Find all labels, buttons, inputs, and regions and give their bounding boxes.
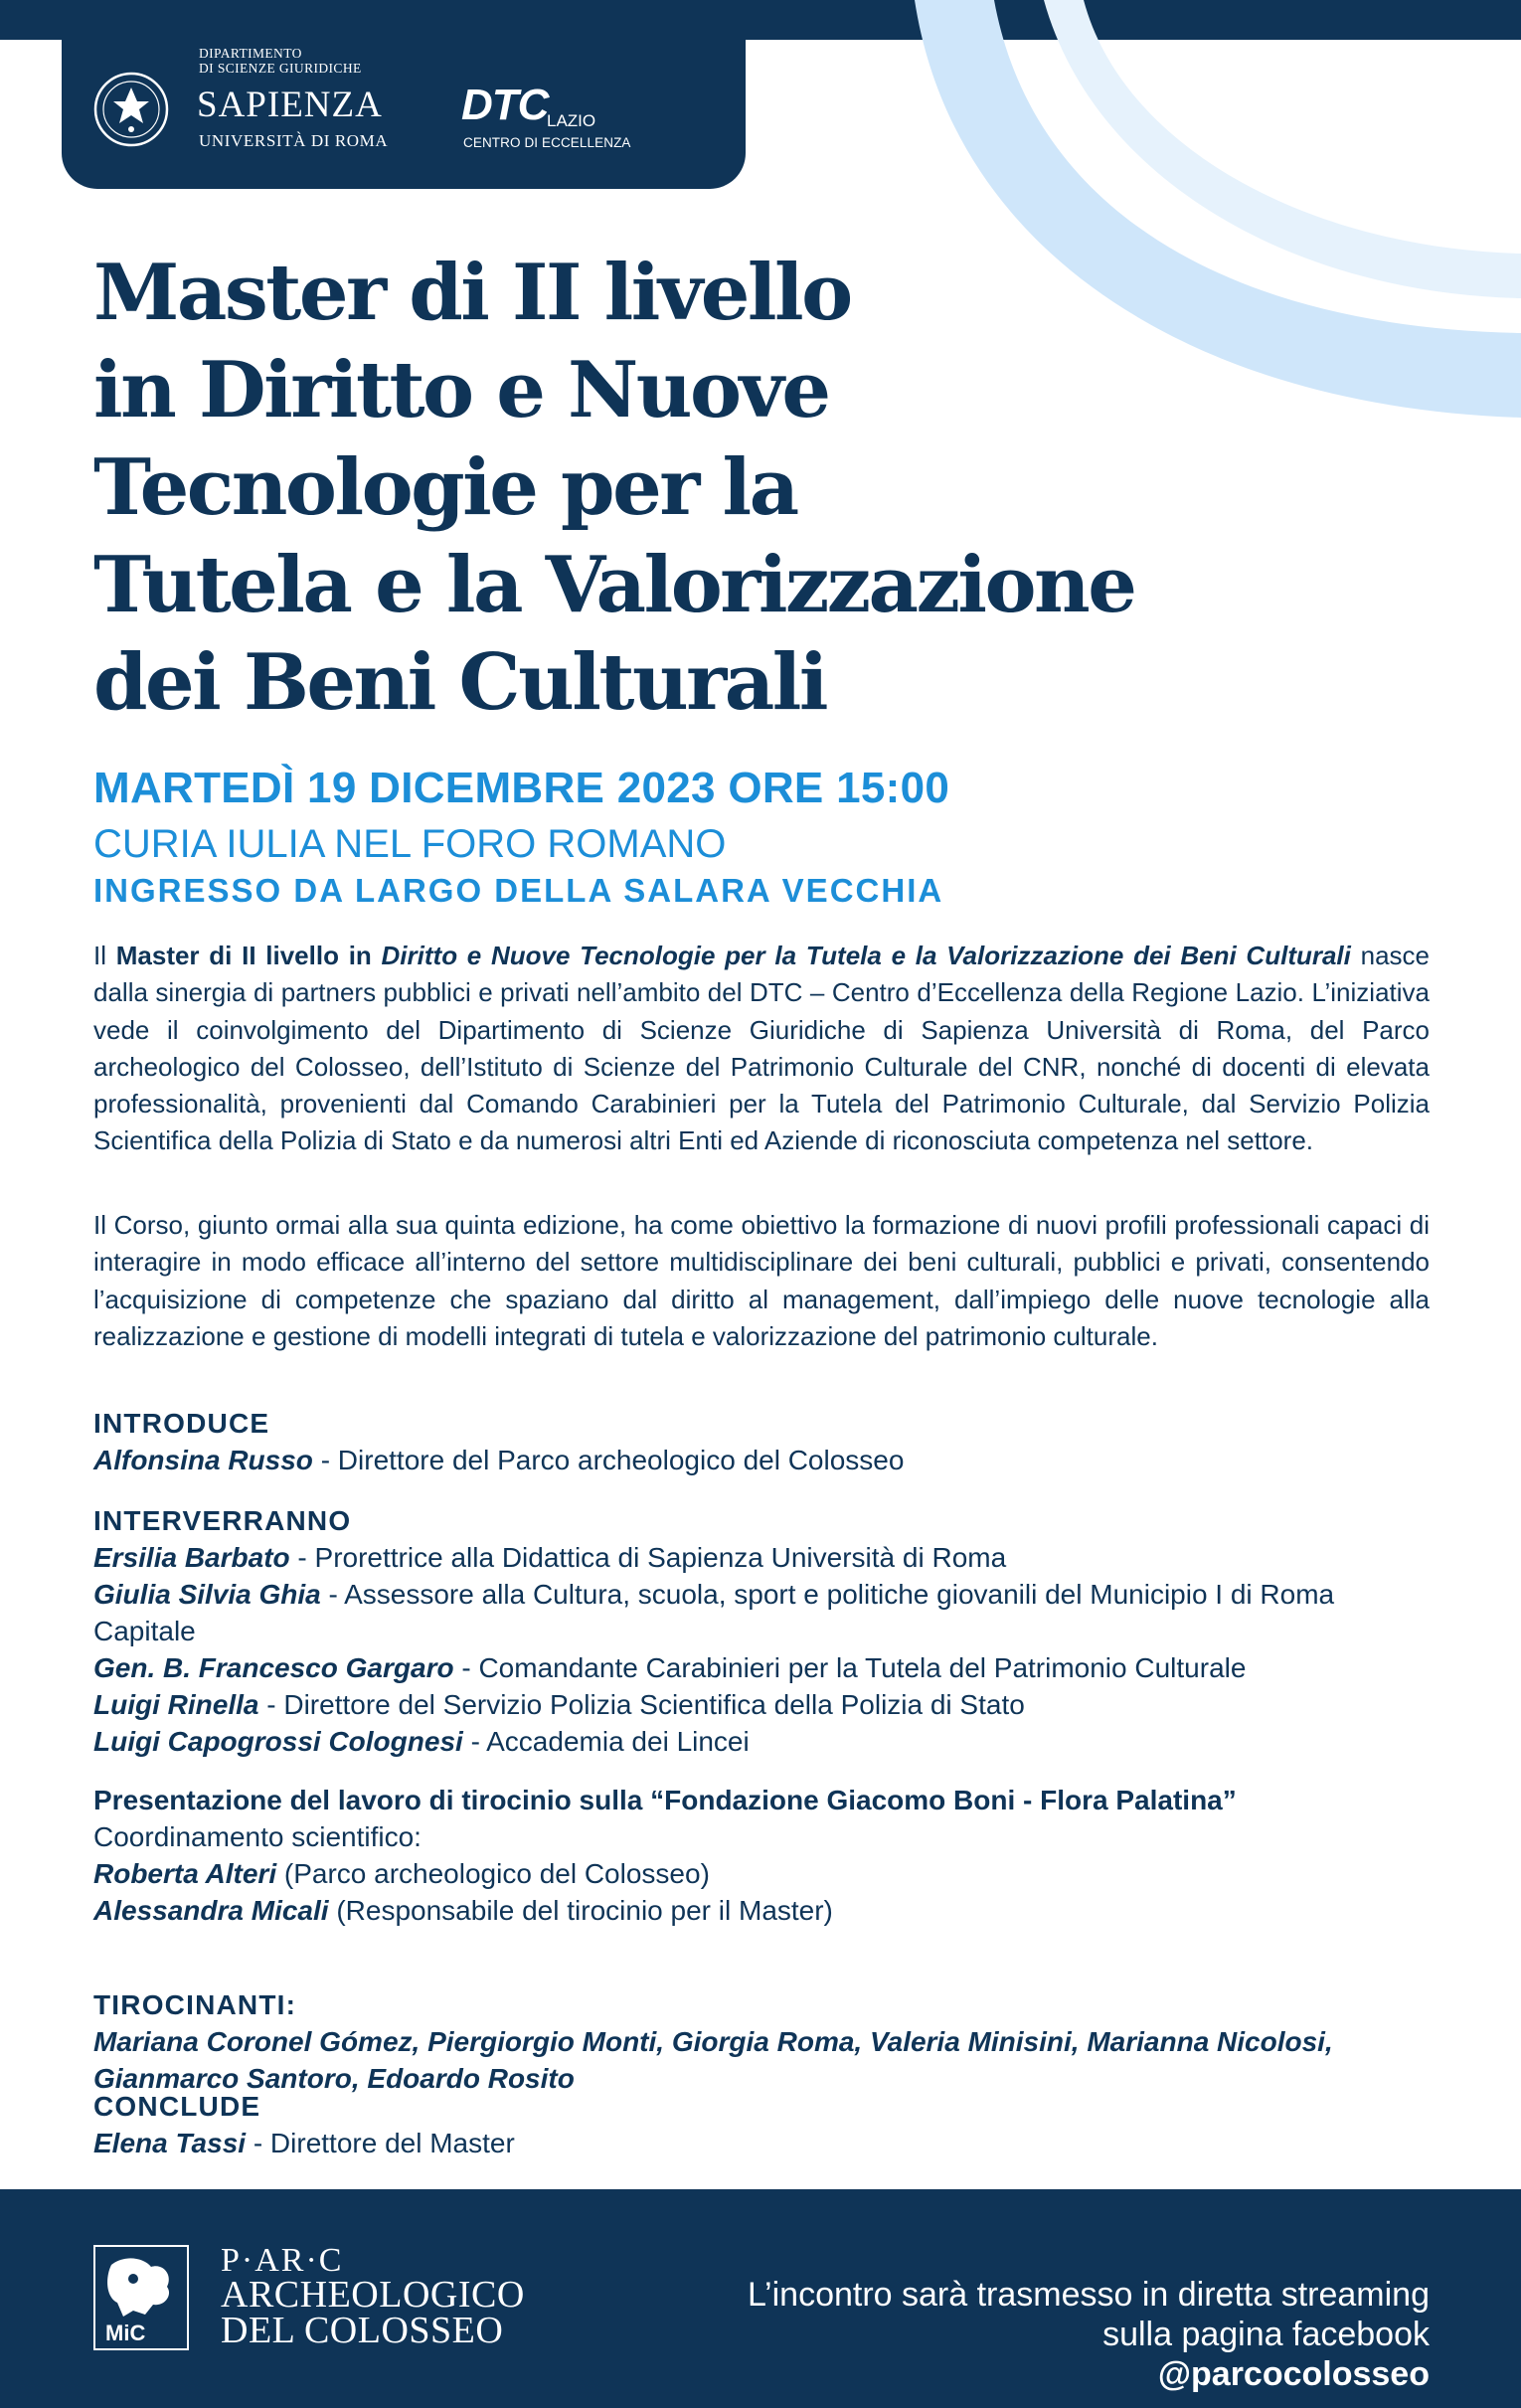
concludes-section (93, 2088, 1430, 2161)
streaming-notice: L’incontro sarà trasmesso in diretta streaming sulla pagina facebook @parcocolosseo (748, 2276, 1430, 2393)
coordinator-item: Alessandra Micali (Responsabile del tirocinio per il Master) (93, 1895, 833, 1926)
trainees-list: Mariana Coronel Gómez, Piergiorgio Monti, Giorgia Roma, Valeria Minisini, Marianna Nicolosi, Gianmarco Santoro, Edoardo Rosito (93, 2026, 1333, 2094)
facebook-handle[interactable]: @parcocolosseo (1157, 2355, 1430, 2393)
university-subtitle: UNIVERSITÀ DI ROMA (199, 131, 389, 150)
parco-logo-mark: P·AR·C (221, 2242, 344, 2279)
trainees-label: TIROCINANTI: (93, 1989, 297, 2020)
sapienza-emblem-icon (93, 72, 169, 147)
title-line: dei Beni Culturali (93, 637, 827, 728)
speaker-item: Gen. B. Francesco Gargaro - Comandante Carabinieri per la Tutela del Patrimonio Culturale (93, 1652, 1247, 1683)
page-title (93, 245, 1237, 732)
speaker-item: Luigi Rinella - Direttore del Servizio Polizia Scientifica della Polizia di Stato (93, 1689, 1025, 1720)
event-date: MARTEDÌ 19 DICEMBRE 2023 ORE 15:00 (93, 764, 950, 812)
presentation-title: Presentazione del lavoro di tirocinio sulla “Fondazione Giacomo Boni - Flora Palatina” (93, 1785, 1237, 1815)
introduce-label: INTRODUCE (93, 1408, 270, 1439)
intro-paragraph-1: Il Master di II livello in Diritto e Nuove Tecnologie per la Tutela e la Valorizzazione dei Beni Culturali nasce dalla sinergia di partners pubblici e privati nell’ambito del DTC – Centro d’Eccellenza della Regione Lazio. L’iniziativa vede il coinvolgimento del Dipartimento di Scienze Giuridiche di Sapienza Università di Roma, del Parco archeologico del Colosseo, dell’Istituto di Scienze del Patrimonio Culturale del CNR, nonché di docenti di elevata professionalità, provenienti dal Comando Carabinieri per la Tutela del Patrimonio Culturale, dal Servizio Polizia Scientifica della Polizia di Stato e da numerosi altri Enti ed Aziende di riconosciuta competenza nel settore. (93, 941, 1430, 1156)
dtc-logo: DTC (461, 81, 549, 129)
title-line: Tutela e la Valorizzazione (93, 540, 1135, 630)
speakers-label: INTERVERRANNO (93, 1505, 352, 1536)
department-name: DIPARTIMENTO DI SCIENZE GIURIDICHE (199, 46, 362, 76)
speaker-item: Luigi Capogrossi Colognesi - Accademia dei Lincei (93, 1726, 750, 1757)
trainees-section (93, 1986, 1430, 2097)
speaker-item: Ersilia Barbato - Prorettrice alla Didattica di Sapienza Università di Roma (93, 1542, 1007, 1573)
event-entrance: INGRESSO DA LARGO DELLA SALARA VECCHIA (93, 872, 944, 909)
dtc-subtitle: CENTRO DI ECCELLENZA (463, 135, 631, 150)
speaker-item: Giulia Silvia Ghia - Assessore alla Cultura, scuola, sport e politiche giovanili del Municipio I di Roma Capitale (93, 1579, 1335, 1646)
mic-label: MiC (105, 2321, 146, 2345)
presentation-section (93, 1782, 1430, 1929)
dtc-region: LAZIO (547, 111, 596, 130)
introducer: Alfonsina Russo - Direttore del Parco archeologico del Colosseo (93, 1445, 905, 1475)
coordinator-item: Roberta Alteri (Parco archeologico del Colosseo) (93, 1858, 710, 1889)
intro-paragraph-2: Il Corso, giunto ormai alla sua quinta edizione, ha come obiettivo la formazione di nuovi profili professionali capaci di interagire in modo efficace all’interno del settore multidisciplinare dei beni culturali, pubblici e privati, consentendo l’acquisizione di competenze che spaziano dal diritto al management, dall’impiego delle nuove tecnologie alla realizzazione e gestione di modelli integrati di tutela e valorizzazione del patrimonio culturale. (93, 1210, 1430, 1351)
parco-logo-text: ARCHEOLOGICO DEL COLOSSEO (221, 2274, 525, 2351)
concludes-label: CONCLUDE (93, 2091, 261, 2122)
introduce-section (93, 1405, 1430, 1478)
mic-logo-icon (93, 2245, 189, 2350)
coordination-label: Coordinamento scientifico: (93, 1821, 422, 1852)
title-line: Tecnologie per la (93, 442, 797, 533)
footer (0, 2189, 1521, 2408)
title-line: in Diritto e Nuove (93, 345, 829, 435)
concluder: Elena Tassi - Direttore del Master (93, 2128, 515, 2158)
speakers-section (93, 1502, 1430, 1760)
header-logo-panel (62, 0, 746, 189)
university-name: SAPIENZA (197, 85, 383, 125)
event-venue: CURIA IULIA NEL FORO ROMANO (93, 822, 727, 866)
title-line: Master di II livello (93, 248, 851, 338)
